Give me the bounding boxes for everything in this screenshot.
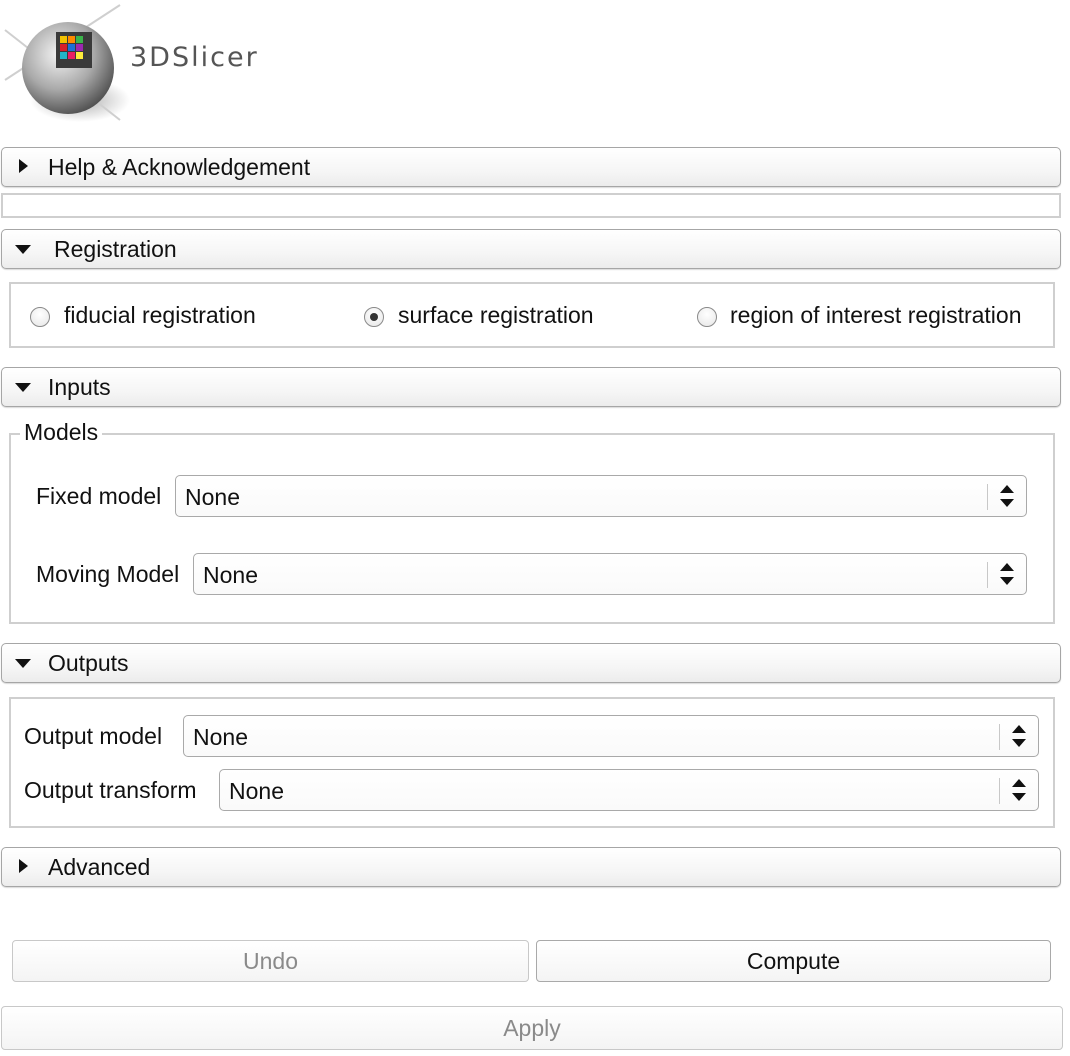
section-outputs-label: Outputs [48, 650, 129, 676]
apply-button[interactable]: Apply [1, 1006, 1063, 1050]
output-transform-label: Output transform [24, 777, 197, 803]
app-name: 3DSlicer [130, 42, 259, 73]
moving-model-label: Moving Model [36, 561, 180, 587]
section-help[interactable] [1, 147, 1061, 187]
registration-type-panel [9, 282, 1055, 348]
radio-fiducial-registration[interactable] [30, 307, 50, 327]
updown-arrows-icon [1012, 779, 1026, 803]
section-registration[interactable] [1, 229, 1061, 269]
expand-arrow-icon [19, 159, 28, 173]
slicer-logo-icon [0, 0, 135, 135]
moving-model-select[interactable] [193, 553, 1027, 595]
radio-roi-label[interactable]: region of interest registration [730, 302, 1022, 328]
section-help-label: Help & Acknowledgement [48, 154, 311, 180]
radio-roi-registration[interactable] [697, 307, 717, 327]
section-outputs[interactable] [1, 643, 1061, 683]
output-model-value: None [193, 724, 248, 750]
radio-fiducial-label[interactable]: fiducial registration [64, 302, 256, 328]
updown-arrows-icon [1012, 725, 1026, 749]
section-advanced-label: Advanced [48, 854, 151, 880]
section-inputs-label: Inputs [48, 374, 111, 400]
fixed-model-select[interactable] [175, 475, 1027, 517]
radio-surface-label[interactable]: surface registration [398, 302, 594, 328]
help-collapsed-frame [1, 193, 1061, 218]
updown-arrows-icon [1000, 485, 1014, 509]
compute-button[interactable]: Compute [536, 940, 1051, 982]
output-transform-value: None [229, 778, 284, 804]
radio-surface-registration[interactable] [364, 307, 384, 327]
expand-arrow-icon [19, 859, 28, 873]
output-model-select[interactable] [183, 715, 1039, 757]
collapse-arrow-icon [15, 245, 31, 254]
fixed-model-value: None [185, 484, 240, 510]
moving-model-value: None [203, 562, 258, 588]
radio-selected-dot [370, 313, 378, 321]
output-model-label: Output model [24, 723, 163, 749]
undo-button[interactable]: Undo [12, 940, 529, 982]
collapse-arrow-icon [15, 383, 31, 392]
section-inputs[interactable] [1, 367, 1061, 407]
output-transform-select[interactable] [219, 769, 1039, 811]
models-groupbox [9, 433, 1055, 624]
fixed-model-label: Fixed model [36, 483, 162, 509]
section-registration-label: Registration [54, 236, 177, 262]
models-groupbox-title: Models [20, 419, 102, 446]
section-advanced[interactable] [1, 847, 1061, 887]
updown-arrows-icon [1000, 563, 1014, 587]
collapse-arrow-icon [15, 659, 31, 668]
